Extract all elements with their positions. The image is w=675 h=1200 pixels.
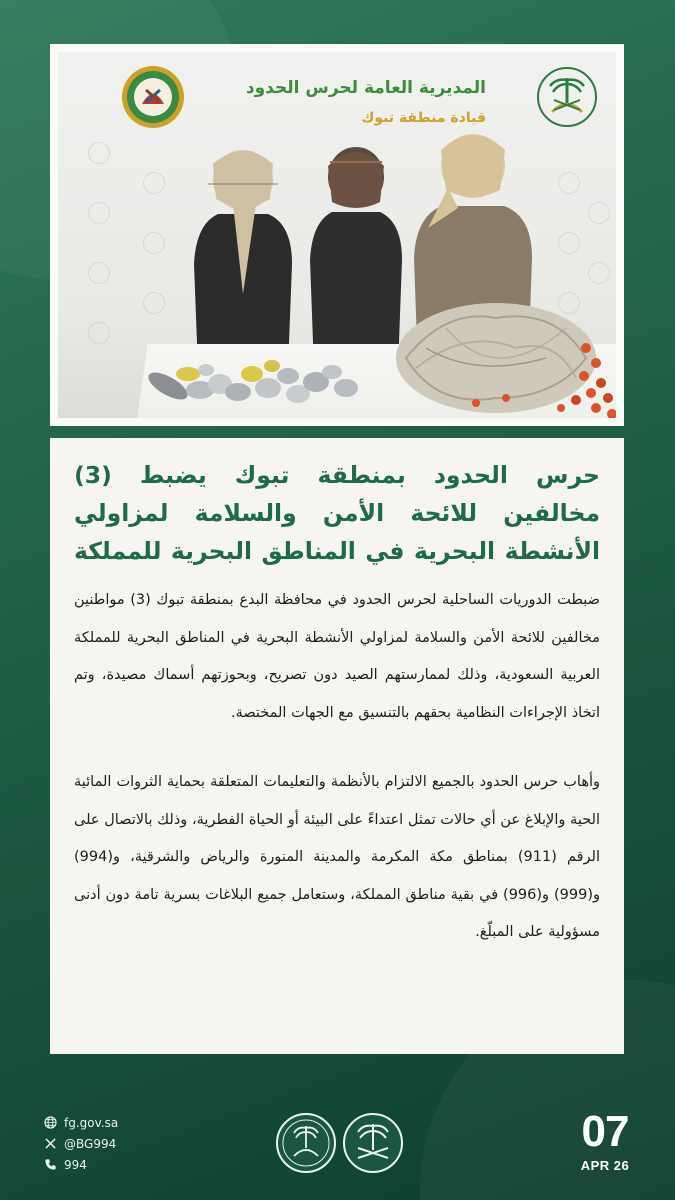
article-headline: حرس الحدود بمنطقة تبوك يضبط (3) مخالفين للائحة الأمن والسلامة لمزاولي الأنشطة البحرية في المناطق البحرية للمملكة	[74, 461, 600, 565]
region-name: قيادة منطقة تبوك	[361, 110, 486, 126]
watermark-icon	[143, 232, 165, 254]
article-paragraph-1: ضبطت الدوريات الساحلية لحرس الحدود في محافظة البدع بمنطقة تبوك (3) مواطنين مخالفين للائحة الأمن والسلامة لمزاولي الأنشطة البحرية في المناطق البحرية للمملكة العربية السعودية، وذلك لممارستهم الصيد دون تصريح، وبحوزتهم أسماك مصيدة، وتم اتخاذ الإجراءات النظامية بحقهم بالتنسيق مع الجهات المختصة.	[74, 592, 600, 721]
border-guard-emblem	[120, 64, 186, 130]
seized-fish	[142, 350, 372, 412]
saudi-emblem	[342, 1112, 404, 1174]
watermark-icon	[88, 262, 110, 284]
x-link[interactable]	[44, 1133, 118, 1154]
saudi-emblem	[536, 66, 598, 128]
date-month: APR 26	[580, 1158, 630, 1173]
seized-photo	[58, 52, 616, 418]
photo-card	[50, 44, 624, 426]
date-day: 07	[581, 1107, 629, 1156]
watermark-icon	[88, 142, 110, 164]
article-paragraph-2: وأهاب حرس الحدود بالجميع الالتزام بالأنظمة والتعليمات المتعلقة بحماية الثروات المائية الحية والإبلاغ عن أي حالات تمثل اعتداءً على البيئة أو الحياة الفطرية، وذلك بالاتصال على الرقم (911) بمناطق مكة المكرمة والمدينة المنورة والرياض والشرقية، و(994) و(999) و(996) في بقية مناطق المملكة، وستعامل جميع البلاغات بسرية تامة دون أدنى مسؤولية على المبلّغ.	[74, 774, 600, 940]
watermark-icon	[88, 202, 110, 224]
date-stamp	[574, 1107, 636, 1173]
person-left	[188, 144, 298, 369]
watermark-icon	[588, 262, 610, 284]
website-text: fg.gov.sa	[64, 1115, 119, 1130]
watermark-icon	[588, 202, 610, 224]
footer-contacts	[44, 1112, 118, 1175]
ministry-seal	[275, 1112, 337, 1174]
website-link[interactable]	[44, 1112, 118, 1133]
fishing-net	[386, 288, 616, 418]
watermark-icon	[143, 172, 165, 194]
globe-icon	[44, 1116, 57, 1129]
watermark-icon	[88, 322, 110, 344]
watermark-icon	[558, 232, 580, 254]
phone-text: 994	[64, 1157, 87, 1172]
phone-link[interactable]	[44, 1154, 118, 1175]
x-icon	[44, 1137, 57, 1150]
watermark-icon	[143, 292, 165, 314]
article-card	[50, 438, 624, 1054]
x-handle-text: @BG994	[64, 1136, 117, 1151]
phone-icon	[44, 1158, 57, 1171]
org-name: المديرية العامة لحرس الحدود	[245, 78, 486, 98]
watermark-icon	[558, 172, 580, 194]
